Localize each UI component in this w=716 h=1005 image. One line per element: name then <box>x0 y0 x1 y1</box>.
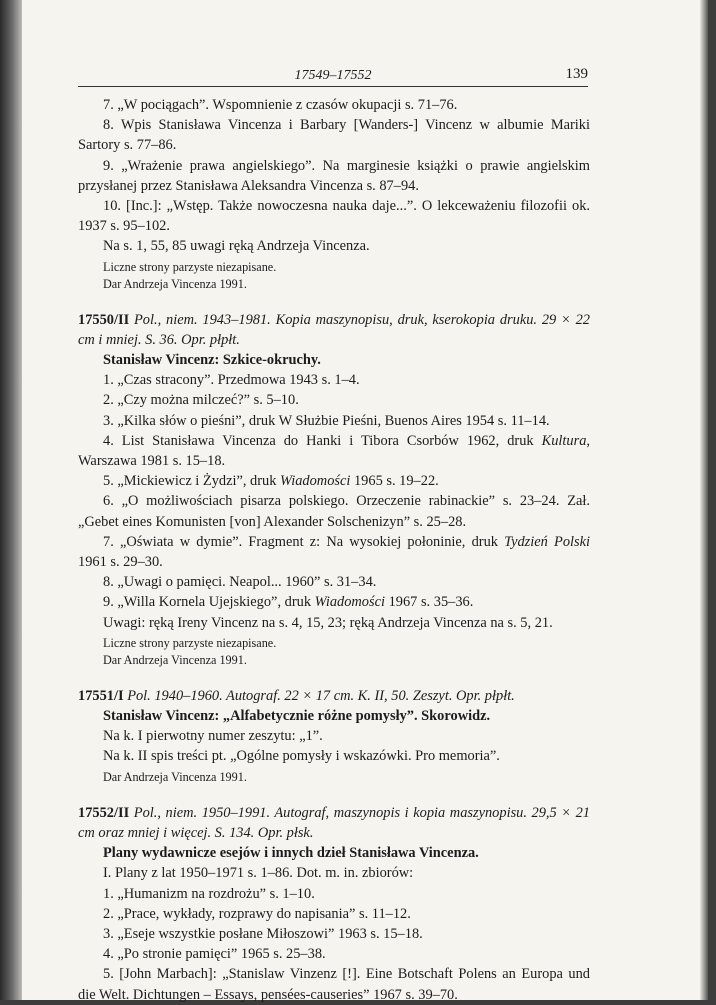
list-item: 3. „Kilka słów o pieśni”, druk W Służbie Pieśni, Buenos Aires 1954 s. 11–14. <box>103 412 550 429</box>
publication-title: Wiadomości <box>314 594 385 611</box>
donation-note: Dar Andrzeja Vincenza 1991. <box>103 276 247 291</box>
entry-heading <box>78 310 590 350</box>
entry-description: Pol. 1940–1960. Autograf. 22 × 17 cm. K. II, 50. Zeszyt. Opr. płpłt. <box>127 687 515 704</box>
entry-code: 17550/II <box>78 311 130 328</box>
catalog-text <box>78 95 590 1005</box>
note: Liczne strony parzyste niezapisane. <box>103 259 277 274</box>
list-item: 8. Wpis Stanisława Vincenza i Barbary [Wanders-] Vincenz w albumie Mariki Sartory s. 77–86. <box>78 117 590 154</box>
list-item: 7. „W pociągach”. Wspomnienie z czasów okupacji s. 71–76. <box>103 97 458 113</box>
entry-heading <box>78 686 590 706</box>
list-item: 10. [Inc.]: „Wstęp. Także nowoczesna nauka daje...”. O lekceważeniu filozofii ok. 1937 s. 95–102. <box>78 198 590 235</box>
list-item: Na s. 1, 55, 85 uwagi ręką Andrzeja Vincenza. <box>103 238 370 255</box>
page-header <box>78 66 588 88</box>
book-binding-shadow <box>0 0 22 1000</box>
list-item: 7. „Oświata w dymie”. Fragment z: Na wysokiej połoninie, druk Tydzień Polski 1961 s. 29–30. <box>78 533 590 571</box>
donation-note: Dar Andrzeja Vincenza 1991. <box>103 652 247 667</box>
entry-code: 17551/I <box>78 687 124 704</box>
entry-title: Stanisław Vincenz: „Alfabetycznie różne pomysły”. Skorowidz. <box>103 708 491 725</box>
list-item: 1. „Czas stracony”. Przedmowa 1943 s. 1–4. <box>103 372 360 389</box>
list-item: 6. „O możliwościach pisarza polskiego. Orzeczenie rabinackie” s. 23–24. Zał. „Gebet eines Komunisten [von] Alexander Solschenizyn” s. 25–28. <box>78 493 590 530</box>
entry-code: 17552/II <box>78 804 130 821</box>
entry-17549-continuation <box>78 95 590 293</box>
list-item: 4. „Po stronie pamięci” 1965 s. 25–38. <box>103 946 326 963</box>
page-number: 139 <box>565 66 588 82</box>
entry-17551 <box>78 686 590 786</box>
donation-note: Dar Andrzeja Vincenza 1991. <box>103 769 247 784</box>
publication-title: Tydzień Polski <box>504 533 590 550</box>
list-item: 1. „Humanizm na rozdrożu” s. 1–10. <box>103 885 315 902</box>
entry-title: Stanisław Vincenz: Szkice-okruchy. <box>103 352 321 369</box>
entry-description: Pol., niem. 1943–1981. Kopia maszynopisu, druk, kserokopia druku. 29 × 22 cm i mniej. S. 36. Opr. płpłt. <box>78 311 590 348</box>
list-item: 9. „Wrażenie prawa angielskiego”. Na marginesie książki o prawie angielskim przysłanej przez Stanisława Aleksandra Vincenza s. 87–94. <box>78 157 590 194</box>
list-item: 3. „Eseje wszystkie posłane Miłoszowi” 1963 s. 15–18. <box>103 925 423 942</box>
list-item: 4. List Stanisława Vincenza do Hanki i Tibora Csorbów 1962, druk Kultura, Warszawa 1981 s. 15–18. <box>78 432 590 470</box>
list-item: 2. „Czy można milczeć?” s. 5–10. <box>103 392 299 409</box>
header-rule <box>78 86 588 87</box>
publication-title: Kultura <box>541 432 587 449</box>
list-item: 5. „Mickiewicz i Żydzi”, druk Wiadomości 1965 s. 19–22. <box>103 473 439 490</box>
list-item: I. Plany z lat 1950–1971 s. 1–86. Dot. m. in. zbiorów: <box>103 865 414 882</box>
list-item: 9. „Willa Kornela Ujejskiego”, druk Wiadomości 1967 s. 35–36. <box>103 594 474 611</box>
entry-17552 <box>78 803 590 1005</box>
list-item: 2. „Prace, wykłady, rozprawy do napisania” s. 11–12. <box>103 905 411 922</box>
note: Liczne strony parzyste niezapisane. <box>103 635 277 650</box>
running-head: 17549–17552 <box>294 68 372 83</box>
list-item: Na k. I pierwotny numer zeszytu: „1”. <box>103 728 323 745</box>
list-item: 8. „Uwagi o pamięci. Neapol... 1960” s. 31–34. <box>103 574 377 591</box>
list-item: 5. [John Marbach]: „Stanislaw Vinzenz [!]. Eine Botschaft Polens an Europa und die Welt. Dichtungen – Essays, pensées-causeries” 1967 s. 39–70. <box>78 966 590 1003</box>
entry-heading <box>78 803 590 843</box>
page-edge-shadow <box>700 0 708 1000</box>
list-item: Na k. II spis treści pt. „Ogólne pomysły i wskazówki. Pro memoria”. <box>103 748 500 765</box>
entry-17550 <box>78 310 590 669</box>
remarks: Uwagi: ręką Ireny Vincenz na s. 4, 15, 23; ręką Andrzeja Vincenza na s. 5, 21. <box>103 614 553 631</box>
entry-title: Plany wydawnicze esejów i innych dzieł Stanisława Vincenza. <box>103 845 479 862</box>
entry-description: Pol., niem. 1950–1991. Autograf, maszynopis i kopia maszynopisu. 29,5 × 21 cm oraz mniej i więcej. S. 134. Opr. płsk. <box>78 804 590 841</box>
publication-title: Wiadomości <box>280 473 351 490</box>
